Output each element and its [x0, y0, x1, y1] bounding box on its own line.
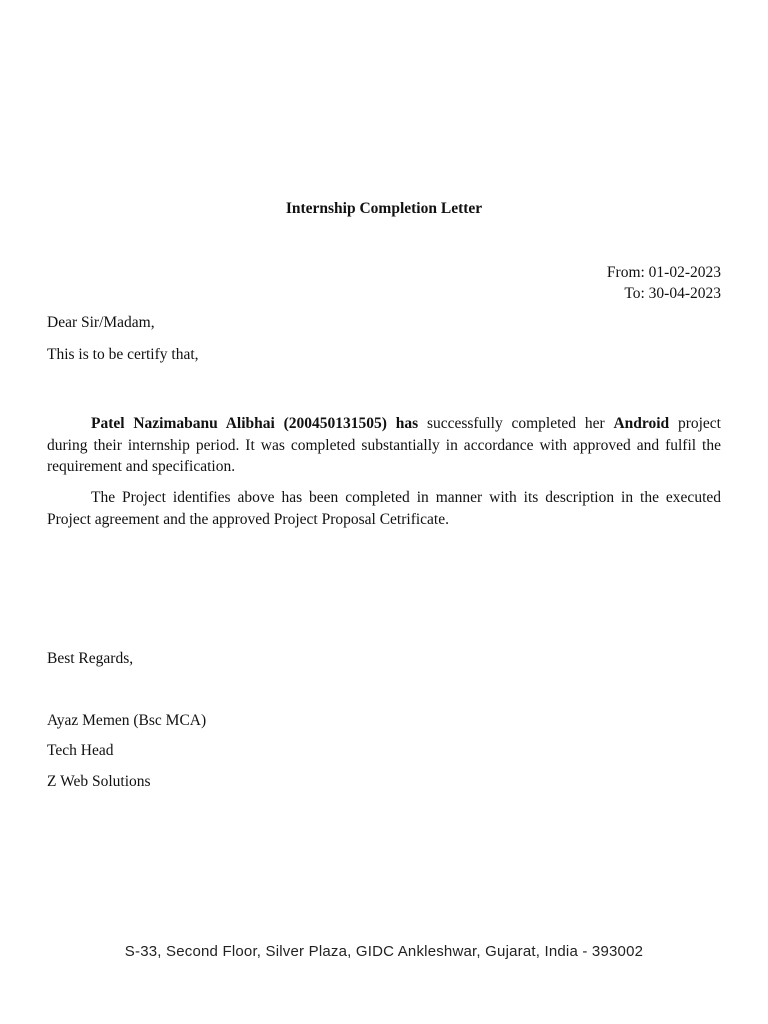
project-paragraph: The Project identifies above has been completed in manner with its description in the executed Project agreement and the approved Project Proposal Cetrificate. [47, 489, 721, 528]
salutation: Dear Sir/Madam, [47, 314, 155, 331]
closing: Best Regards, [47, 650, 134, 667]
from-date: From: 01-02-2023 [606, 264, 721, 281]
letter-title: Internship Completion Letter [285, 200, 483, 217]
completion-text-b: project during their internship period. It was completed substantially in accordance with approved and fulfil the requirement and specification. [47, 415, 721, 475]
completion-text-a: successfully completed her [418, 415, 614, 432]
to-date: To: 30-04-2023 [624, 285, 721, 302]
signer-name: Ayaz Memen (Bsc MCA) [47, 712, 207, 729]
organization-name: Z Web Solutions [47, 773, 151, 790]
internship-dates [607, 262, 721, 304]
intern-name-id: Patel Nazimabanu Alibhai (200450131505) has [91, 415, 419, 432]
completion-paragraph [47, 413, 721, 478]
certify-line: This is to be certify that, [47, 346, 199, 363]
signer-role: Tech Head [47, 742, 114, 759]
footer-address: S-33, Second Floor, Silver Plaza, GIDC Ankleshwar, Gujarat, India - 393002 [124, 943, 644, 960]
project-name: Android [613, 415, 670, 432]
